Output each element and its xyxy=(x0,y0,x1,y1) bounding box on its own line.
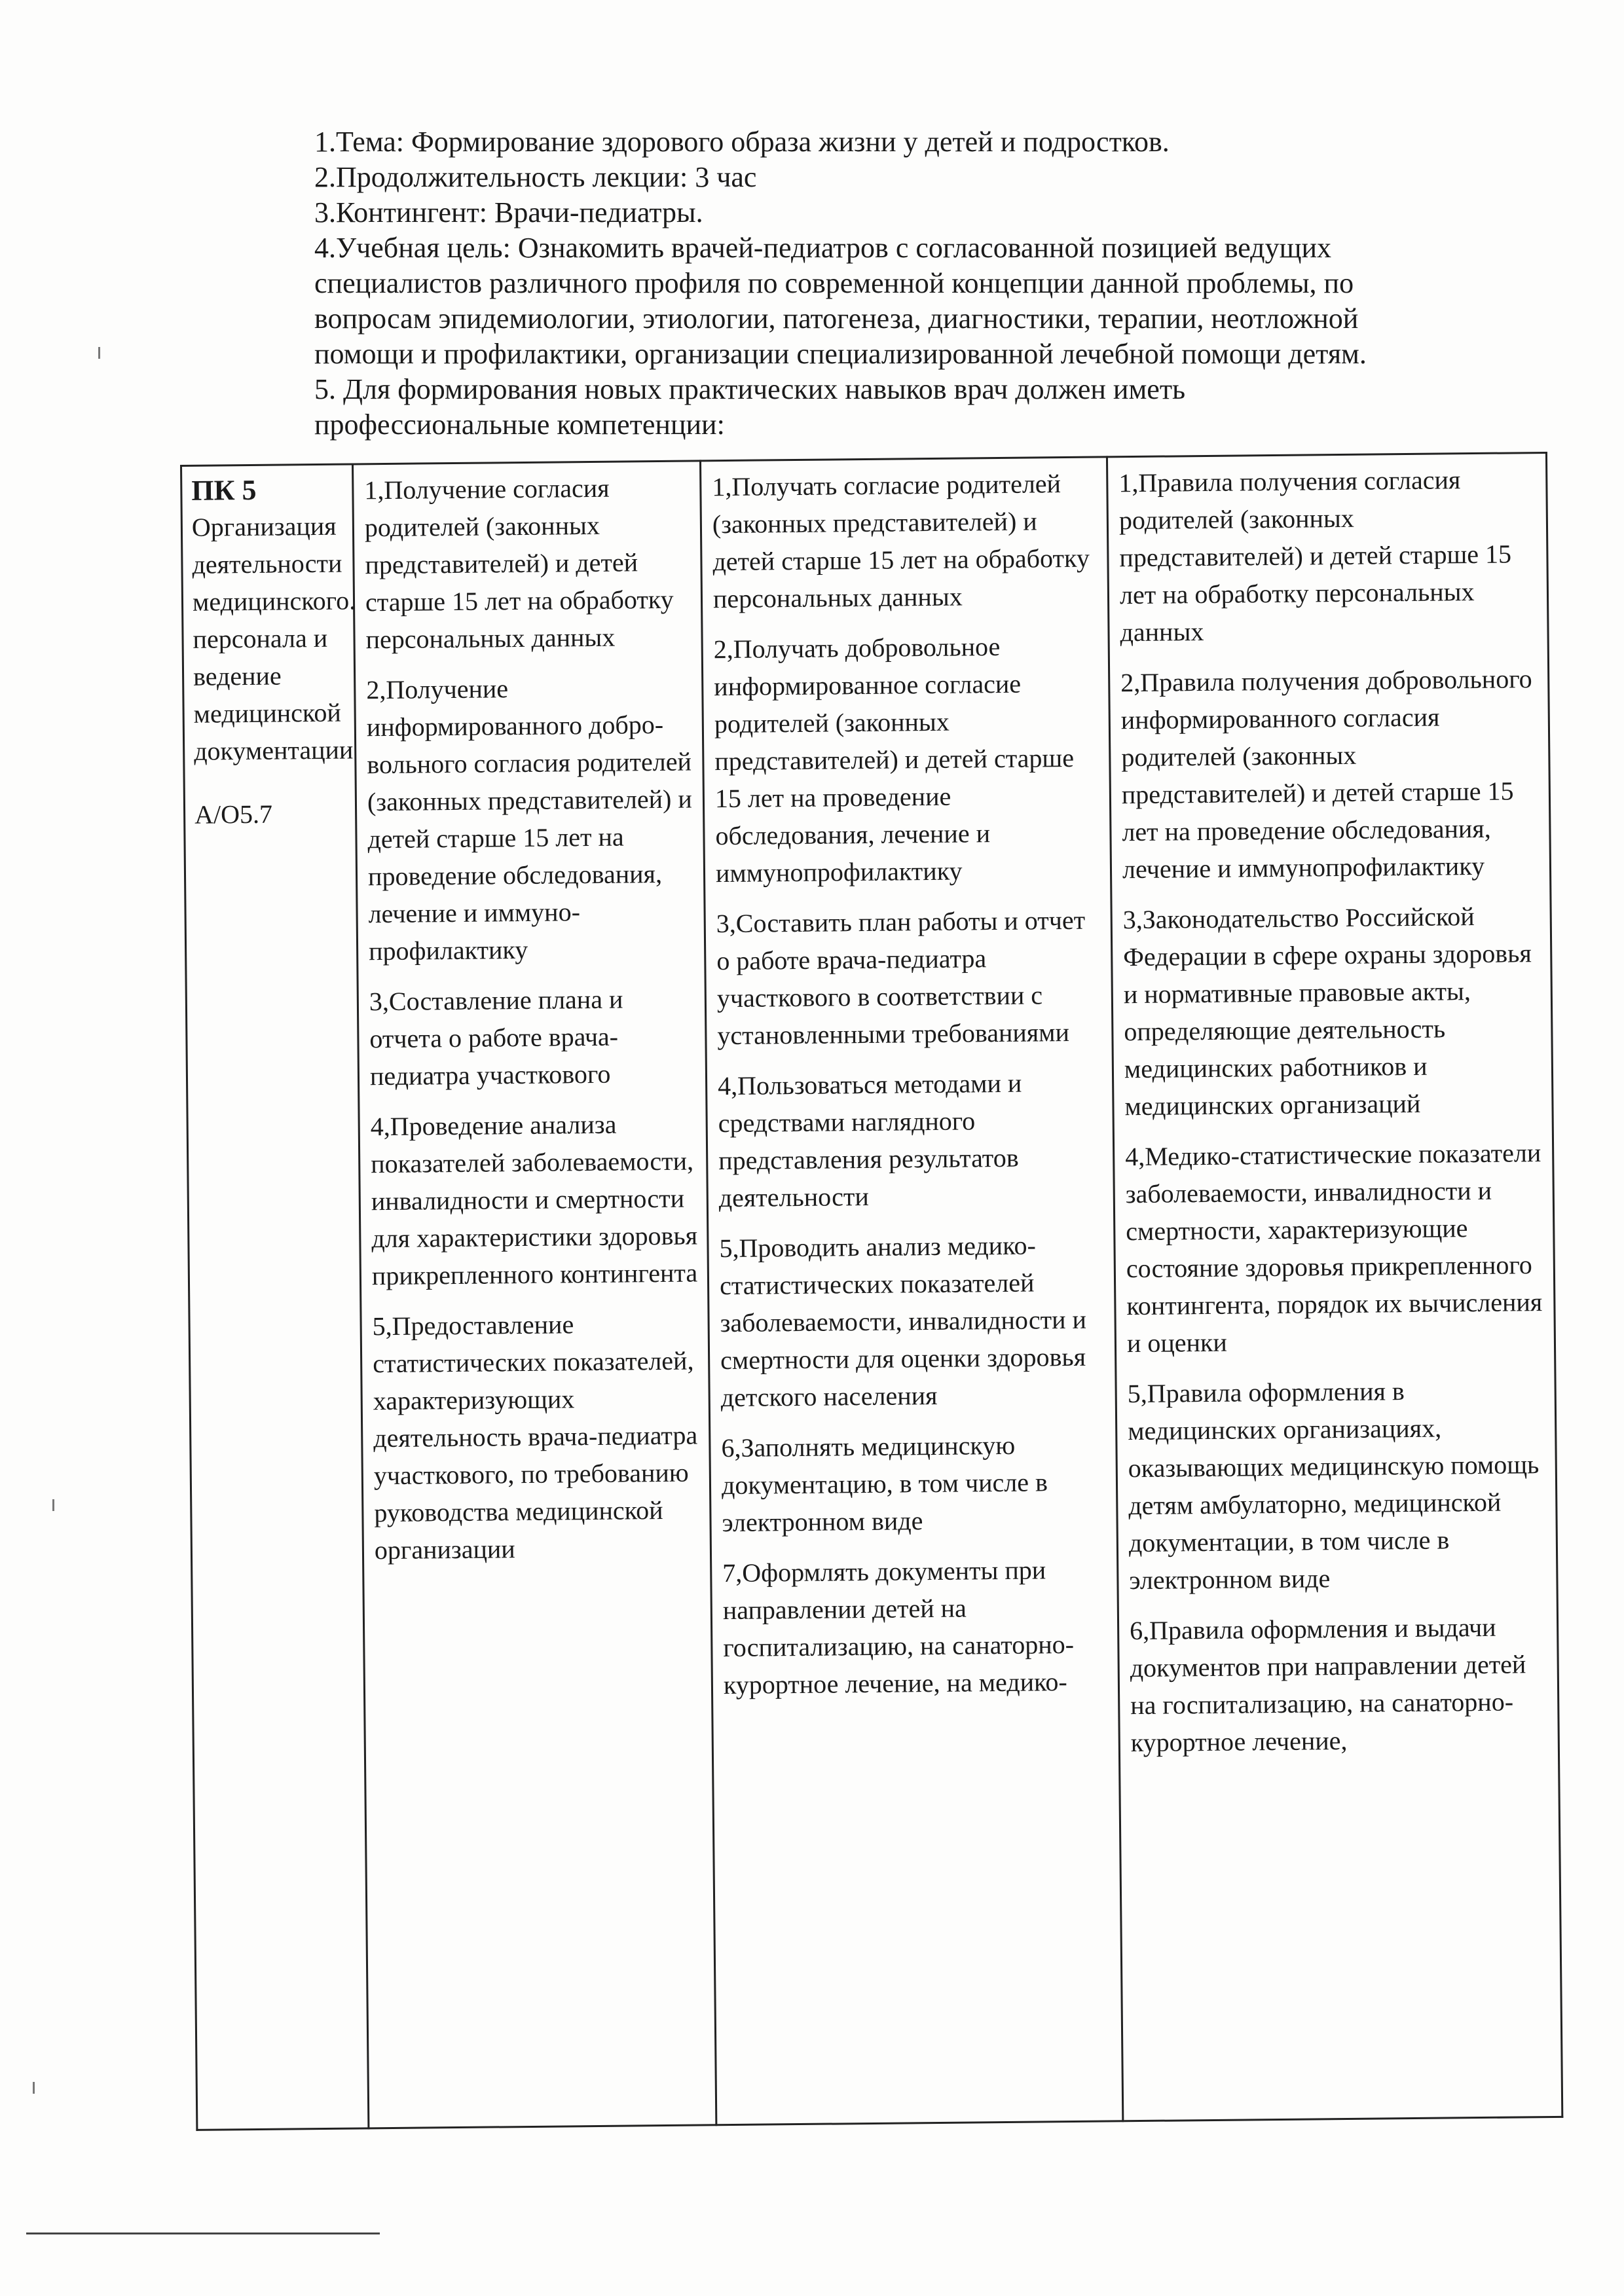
intro-line: профессиональные компетенции: xyxy=(314,409,725,441)
intro-line: 3.Контингент: Врачи-педиатры. xyxy=(314,196,703,228)
intro-line: 2.Продолжительность лекции: 3 час xyxy=(314,161,757,193)
labor-action-item: 3,Составление плана и отчета о работе врача-педиатра участкового xyxy=(369,984,623,1091)
competency-cell xyxy=(181,464,369,2130)
skill-item: 6,Заполнять медицинскую документацию, в том числе в электронном виде xyxy=(721,1430,1048,1538)
skill-item: 3,Составить план работы и отчет о работе врача-педиатра участкового в соответствии с установленными требованиями xyxy=(716,905,1086,1051)
competency-name: Организация деятельности медицинского. персонала и ведение медицинской документации xyxy=(191,511,356,766)
knowledge-item: 3,Законодательство Российской Федерации в сфере охраны здоровья и нормативные правовые акты, определяющие деятельность медицинских работников и медицинских организаций xyxy=(1122,902,1532,1121)
intro-line: вопросам эпидемиологии, этиологии, патогенеза, диагностики, терапии, неотложной xyxy=(314,302,1359,335)
knowledge-item: 5,Правила оформления в медицинских организациях, оказывающих медицинскую помощь детям амбулаторно, медицинской документации, в том числе в электронном виде xyxy=(1127,1376,1540,1595)
footer-rule xyxy=(26,2232,380,2234)
skills-cell xyxy=(700,457,1122,2125)
skill-item: 7,Оформлять документы при направлении детей на госпитализацию, на санаторно-курортное лечение, на медико- xyxy=(722,1555,1075,1700)
labor-action-item: 4,Проведение анализа показателей заболеваемости, инвалидности и смертности для характеристики здоровья прикрепленного контингента xyxy=(370,1109,698,1291)
labor-action-item: 5,Предоставление статистических показателей, характеризующих деятельность врача-педиатра участкового, по требованию руководства медицинской организации xyxy=(372,1309,698,1565)
scan-margin-mark xyxy=(52,1499,54,1511)
competency-id: А/О5.7 xyxy=(194,799,273,829)
knowledge-item: 4,Медико-статистические показатели заболеваемости, инвалидности и смертности, характеризующие состояние здоровья прикрепленного контингента, порядок их вычисления и оценки xyxy=(1124,1138,1543,1358)
knowledge-item: 2,Правила получения добровольного информированного согласия родителей (законных представителей) и детей старше 15 лет на проведение обследования, лечение и иммунопрофилактику xyxy=(1120,664,1532,884)
skill-item: 2,Получать добровольное информированное согласие родителей (законных представителей) и детей старше 15 лет на проведение обследования, лечение и иммунопрофилактику xyxy=(713,631,1075,888)
competency-code: ПК 5 xyxy=(191,473,257,507)
labor-action-item: 1,Получение согласия родителей (законных представителей) и детей старше 15 лет на обработку персональных данных xyxy=(364,473,674,655)
skill-item: 1,Получать согласие родителей (законных представителей) и детей старше 15 лет на обработку персональных данных xyxy=(712,469,1090,614)
labor-action-item: 2,Получение информированного добро-вольного согласия родителей (законных представителей) и детей старше 15 лет на проведение обследования, лечение и иммуно-профилактику xyxy=(366,674,692,966)
knowledge-item: 1,Правила получения согласия родителей (законных представителей) и детей старше 15 лет на обработку персональных данных xyxy=(1118,465,1512,647)
knowledge-item: 6,Правила оформления и выдачи документов при направлении детей на госпитализацию, на санаторно-курортное лечение, xyxy=(1129,1612,1526,1758)
intro-line: специалистов различного профиля по современной концепции данной проблемы, по xyxy=(314,267,1354,299)
knowledge-cell xyxy=(1107,452,1562,2121)
labor-actions-cell xyxy=(353,461,716,2128)
intro-line: помощи и профилактики, организации специализированной лечебной помощи детям. xyxy=(314,338,1367,370)
skill-item: 4,Пользоваться методами и средствами наглядного представления результатов деятельности xyxy=(717,1068,1022,1213)
table-row xyxy=(181,452,1562,2130)
intro-line: 4.Учебная цель: Ознакомить врачей-педиатров с согласованной позицией ведущих xyxy=(314,232,1331,264)
scan-margin-mark xyxy=(33,2082,35,2094)
skill-item: 5,Проводить анализ медико-статистических показателей заболеваемости, инвалидности и смертности для оценки здоровья детского населения xyxy=(719,1230,1087,1413)
competency-table xyxy=(180,452,1563,2131)
intro-line: 5. Для формирования новых практических навыков врач должен иметь xyxy=(314,373,1186,405)
intro-section xyxy=(314,124,1532,443)
scan-margin-mark xyxy=(98,347,100,359)
intro-line: 1.Тема: Формирование здорового образа жизни у детей и подростков. xyxy=(314,126,1170,158)
